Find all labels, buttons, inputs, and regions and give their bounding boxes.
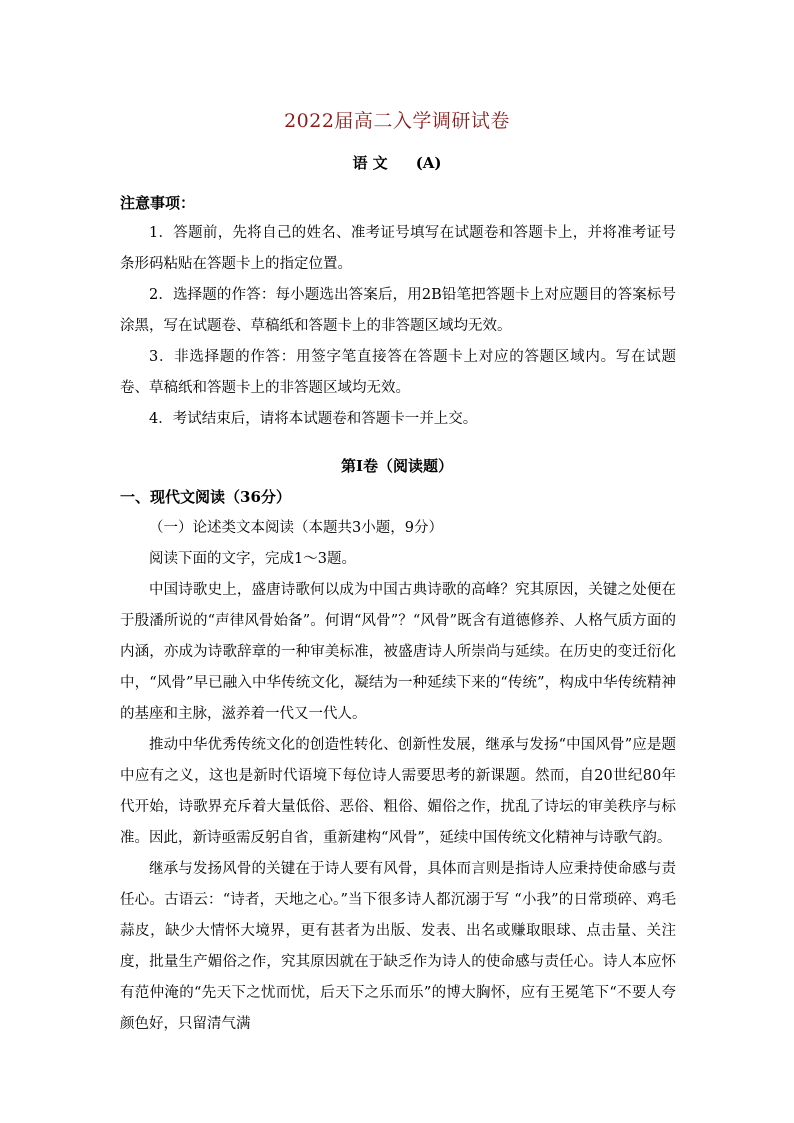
passage-paragraph: 中国诗歌史上，盛唐诗歌何以成为中国古典诗歌的高峰？究其原因，关键之处便在于殷潘所说的“声律风骨始备”。何谓“风骨”？“风骨”既含有道德修养、人格气质方面的内涵，亦成为诗歌辞章的一种审美标准，被盛唐诗人所崇尚与延续。在历史的变迁衍化中，“风骨”早已融入中华传统文化，凝结为一种延续下来的“传统”，构成中华传统精神的基座和主脉，滋养着一代又一代人。 [120,582,676,722]
notice-item: 3．非选择题的作答：用签字笔直接答在答题卡上对应的答题区域内。写在试题卷、草稿纸和答题卡上的非答题区域均无效。 [120,349,676,396]
section-title: 第Ⅰ卷（阅读题） [340,457,454,475]
subject-line [0,152,794,173]
exam-title: 2022届高二入学调研试卷 [284,110,510,132]
notice-list [120,218,676,435]
notice-item: 4．考试结束后，请将本试题卷和答题卡一并上交。 [149,411,478,427]
part-heading: 一、现代文阅读（36分） [120,488,291,506]
notice-item: 1．答题前，先将自己的姓名、准考证号填写在试题卷和答题卡上，并将准考证号条形码粘贴在答题卡上的指定位置。 [120,225,676,272]
instruction: 阅读下面的文字，完成1～3题。 [149,551,356,567]
notice-heading: 注意事项： [120,194,196,212]
passage-paragraph: 继承与发扬风骨的关键在于诗人要有风骨，具体而言则是指诗人应秉持使命感与责任心。古语云：“诗者，天地之心。”当下很多诗人都沉溺于写 “小我”的日常琐碎、鸡毛蒜皮，缺少大情怀大境界，更有甚者为出版、发表、出名或赚取眼球、点击量、关注度，批量生产媚俗之作，究其原因就在于缺乏作为诗人的使命感与责任心。诗人本应怀有范仲淹的“先天下之忧而忧，后天下之乐而乐”的博大胸怀，应有王冕笔下“不要人夸颜色好，只留清气满 [120,861,676,1032]
paper-version: (A) [415,154,442,172]
subject-name: 语 文 [352,154,388,172]
passage-paragraph: 推动中华优秀传统文化的创造性转化、创新性发展，继承与发扬“中国风骨”应是题中应有之义，这也是新时代语境下每位诗人需要思考的新课题。然而，自20世纪80年代开始，诗歌界充斥着大量低俗、恶俗、粗俗、媚俗之作，扰乱了诗坛的审美秩序与标准。因此，新诗亟需反躬自省，重新建构“风骨”，延续中国传统文化精神与诗歌气韵。 [120,737,676,846]
notice-item: 2．选择题的作答：每小题选出答案后，用2B铅笔把答题卡上对应题目的答案标号涂黑，写在试题卷、草稿纸和答题卡上的非答题区域均无效。 [120,287,676,334]
reading-body [120,513,676,1040]
sub-heading: （一）论述类文本阅读（本题共3小题，9分） [149,520,443,536]
